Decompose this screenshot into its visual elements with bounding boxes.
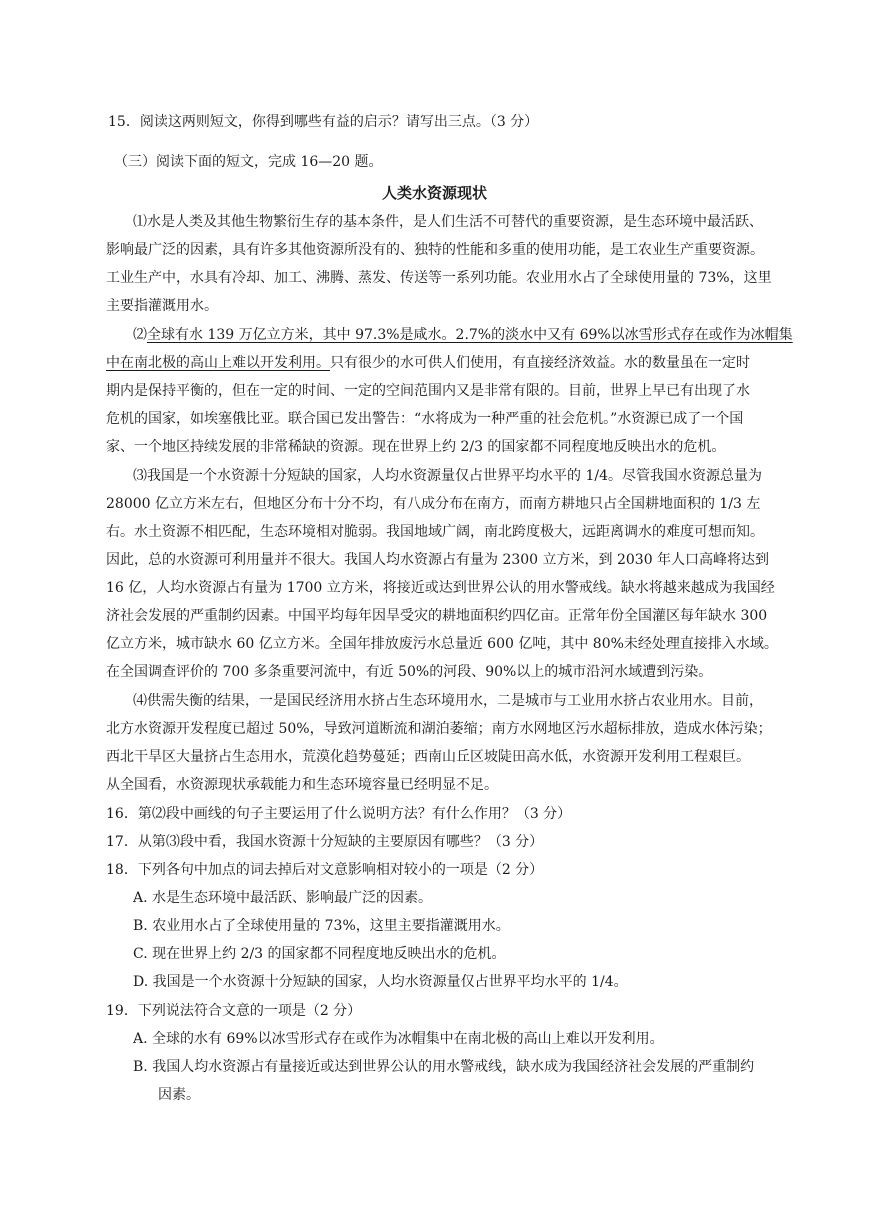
- question-18: 18．下列各句中加点的词去掉后对文意影响相对较小的一项是（2 分）: [106, 862, 544, 878]
- p3-line-7: 亿立方米，城市缺水 60 亿立方米。全国年排放废污水总量近 600 亿吨，其中 80%未经处理直接排入水域。: [106, 636, 778, 652]
- p2-line-2: [106, 353, 750, 373]
- p2-line-1: [133, 325, 793, 345]
- q19-option-b: B. 我国人均水资源占有量接近或达到世界公认的用水警戒线，缺水成为我国经济社会发展的严重制约: [133, 1059, 755, 1075]
- p4-line-2: 北方水资源开发程度已超过 50%，导致河道断流和湖泊萎缩；南方水网地区污水超标排放，造成水体污染；: [106, 721, 772, 737]
- p1-line-3: 工业生产中，水具有冷却、加工、沸腾、蒸发、传送等一系列功能。农业用水占了全球使用量的 73%，这里: [106, 270, 772, 286]
- article-title: 人类水资源现状: [381, 184, 487, 202]
- q18-option-d: D. 我国是一个水资源十分短缺的国家，人均水资源量仅占世界平均水平的 1/4。: [133, 974, 628, 990]
- p1-line-4: 主要指灌溉用水。: [106, 298, 218, 314]
- q18-option-c: C. 现在世界上约 2/3 的国家都不同程度地反映出水的危机。: [133, 946, 506, 962]
- section-intro: （三）阅读下面的短文，完成 16—20 题。: [114, 154, 383, 170]
- p4-line-4: 从全国看，水资源现状承载能力和生态环境容量已经明显不足。: [106, 777, 498, 793]
- p2-line-3: 期内是保持平衡的，但在一定的时间、一定的空间范围内又是非常有限的。目前，世界上早已有出现了水: [106, 383, 750, 399]
- p3-line-1: ⑶我国是一个水资源十分短缺的国家，人均水资源量仅占世界平均水平的 1/4。尽管我国水资源总量为: [133, 468, 762, 484]
- question-17: 17．从第⑶段中看，我国水资源十分短缺的主要原因有哪些？（3 分）: [106, 834, 544, 850]
- question-16: 16．第⑵段中画线的句子主要运用了什么说明方法？有什么作用？（3 分）: [106, 806, 572, 822]
- p3-line-6: 济社会发展的严重制约因素。中国平均每年因旱受灾的耕地面积约四亿亩。正常年份全国灌区每年缺水 300: [106, 608, 768, 624]
- p2-line-2-rest: 只有很少的水可供人们使用，有直接经济效益。水的数量虽在一定时: [330, 355, 750, 371]
- p1-line-2: 影响最广泛的因素，具有许多其他资源所没有的、独特的性能和多重的使用功能，是工农业生产重要资源。: [106, 242, 764, 258]
- q18-option-b: B. 农业用水占了全球使用量的 73%，这里主要指灌溉用水。: [133, 918, 510, 934]
- underlined-sentence-part-1: 全球有水 139 万亿立方米，其中 97.3%是咸水。2.7%的淡水中又有 69%以冰雪形式存在或作为冰帽集: [147, 327, 793, 343]
- p1-line-1: ⑴水是人类及其他生物繁衍生存的基本条件，是人们生活不可替代的重要资源，是生态环境中最活跃、: [133, 214, 763, 230]
- p3-line-5: 16 亿，人均水资源占有量为 1700 立方米，将接近或达到世界公认的用水警戒线。缺水将越来越成为我国经: [106, 580, 775, 596]
- underlined-sentence-part-2: 中在南北极的高山上难以开发利用。: [106, 355, 330, 371]
- p4-line-3: 西北干旱区大量挤占生态用水，荒漠化趋势蔓延；西南山丘区坡陡田高水低，水资源开发利用工程艰巨。: [106, 749, 750, 765]
- p3-line-4: 因此，总的水资源可利用量并不很大。我国人均水资源占有量为 2300 立方米，到 2030 年人口高峰将达到: [106, 552, 770, 568]
- p2-line-4: 危机的国家，如埃塞俄比亚。联合国已发出警告：“水将成为一种严重的社会危机。”水资源已成了一个国: [106, 411, 744, 427]
- p3-line-3: 右。水土资源不相匹配，生态环境相对脆弱。我国地域广阔，南北跨度极大，远距离调水的难度可想而知。: [106, 524, 764, 540]
- q18-option-a: A. 水是生态环境中最活跃、影响最广泛的因素。: [133, 890, 433, 906]
- q19-option-a: A. 全球的水有 69%以冰雪形式存在或作为冰帽集中在南北极的高山上难以开发利用。: [133, 1031, 664, 1047]
- p2-line-5: 家、一个地区持续发展的非常稀缺的资源。现在世界上约 2/3 的国家都不同程度地反映出水的危机。: [106, 439, 726, 455]
- p2-number: ⑵: [133, 327, 147, 343]
- question-15: 15．阅读这两则短文，你得到哪些有益的启示？请写出三点。（3 分）: [108, 114, 539, 130]
- p3-line-8: 在全国调查评价的 700 多条重要河流中，有近 50%的河段、90%以上的城市沿河水域遭到污染。: [106, 664, 713, 680]
- q19-option-b-continued: 因素。: [158, 1087, 200, 1103]
- p4-line-1: ⑷供需失衡的结果，一是国民经济用水挤占生态环境用水，二是城市与工业用水挤占农业用水。目前，: [133, 693, 763, 709]
- p3-line-2: 28000 亿立方米左右，但地区分布十分不均，有八成分布在南方，而南方耕地只占全国耕地面积的 1/3 左: [106, 496, 761, 512]
- question-19: 19．下列说法符合文意的一项是（2 分）: [106, 1003, 362, 1019]
